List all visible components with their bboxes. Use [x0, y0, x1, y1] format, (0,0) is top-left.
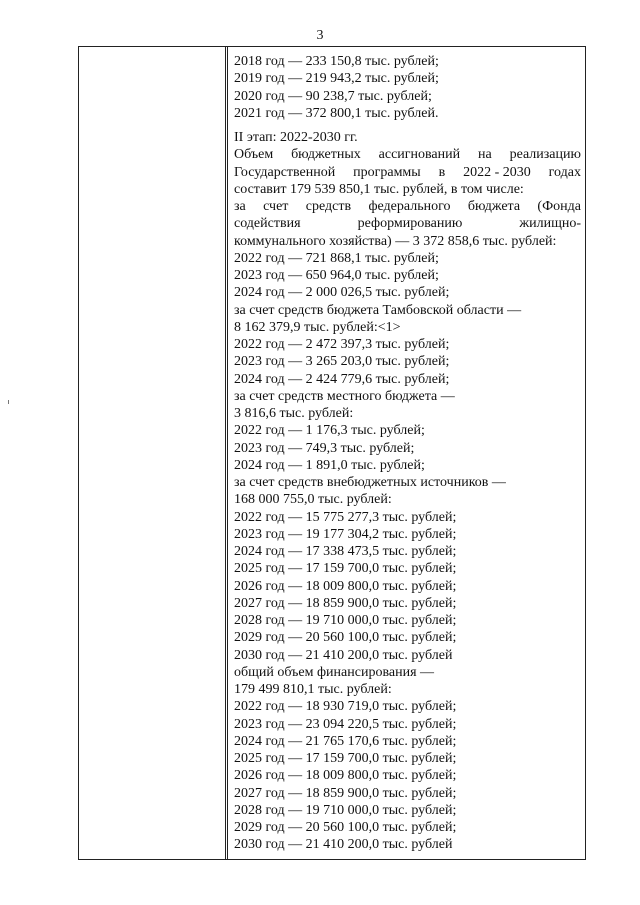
year-line: 2024 год — 17 338 473,5 тыс. рублей;	[234, 544, 457, 559]
word: средств	[305, 199, 352, 214]
word: 2022 - 2030	[463, 164, 531, 180]
left-column-cell	[79, 47, 226, 859]
intro-tail: составит 179 539 850,1 тыс. рублей, в том числе:	[234, 181, 524, 197]
year-line: 2022 год — 15 775 277,3 тыс. рублей;	[234, 509, 457, 525]
local-total: 3 816,6 тыс. рублей:	[234, 406, 354, 421]
year-line: 2023 год — 3 265 203,0 тыс. рублей;	[234, 354, 450, 370]
year-line: 2027 год — 18 859 900,0 тыс. рублей;	[234, 595, 457, 611]
word: реализацию	[509, 147, 581, 163]
margin-mark	[8, 400, 9, 404]
year-line: 2024 год — 1 891,0 тыс. рублей;	[234, 457, 425, 473]
year-line: 2029 год — 20 560 100,0 тыс. рублей;	[234, 630, 457, 646]
year-line: 2022 год — 18 930 719,0 тыс. рублей;	[234, 699, 457, 715]
year-line: 2026 год — 18 009 800,0 тыс. рублей;	[234, 578, 457, 594]
local-head: за счет средств местного бюджета —	[234, 388, 455, 404]
stage2-title: II этап: 2022-2030 гг.	[234, 130, 358, 145]
federal-head-line	[234, 215, 581, 232]
federal-tail: коммунального хозяйства) — 3 372 858,6 тыс. рублей:	[234, 233, 557, 249]
extrabudget-head: за счет средств внебюджетных источников —	[234, 475, 506, 490]
regional-total: 8 162 379,9 тыс. рублей:<1>	[234, 319, 401, 335]
year-line: 2028 год — 19 710 000,0 тыс. рублей;	[234, 613, 457, 628]
word: ассигнований	[378, 147, 461, 163]
total-sum: 179 499 810,1 тыс. рублей:	[234, 682, 392, 697]
year-line: 2024 год — 2 000 026,5 тыс. рублей;	[234, 285, 450, 301]
year-line: 2020 год — 90 238,7 тыс. рублей;	[234, 88, 432, 104]
stage1-year-list	[234, 53, 581, 122]
spacer	[234, 122, 581, 129]
year-line: 2021 год — 372 800,1 тыс. рублей.	[234, 105, 439, 121]
year-line: 2024 год — 21 765 170,6 тыс. рублей;	[234, 733, 457, 749]
word: содействия	[234, 216, 301, 232]
word: Государственной	[234, 164, 336, 180]
extrabudget-total: 168 000 755,0 тыс. рублей:	[234, 492, 392, 508]
year-line: 2022 год — 1 176,3 тыс. рублей;	[234, 423, 425, 439]
word: реформированию	[357, 216, 463, 232]
word: в	[438, 164, 446, 180]
word: бюджета	[467, 199, 521, 214]
year-line: 2022 год — 721 868,1 тыс. рублей;	[234, 250, 439, 266]
word: годах	[548, 164, 581, 180]
year-line: 2030 год — 21 410 200,0 тыс. рублей	[234, 647, 453, 663]
year-line: 2026 год — 18 009 800,0 тыс. рублей;	[234, 768, 457, 784]
word: (Фонда	[537, 199, 581, 214]
regional-head: за счет средств бюджета Тамбовской области —	[234, 302, 522, 318]
year-line: 2029 год — 20 560 100,0 тыс. рублей;	[234, 820, 457, 835]
year-line: 2023 год — 650 964,0 тыс. рублей;	[234, 268, 439, 283]
year-line: 2018 год — 233 150,8 тыс. рублей;	[234, 54, 439, 69]
year-line: 2023 год — 749,3 тыс. рублей;	[234, 440, 415, 456]
year-line: 2030 год — 21 410 200,0 тыс. рублей	[234, 837, 453, 853]
word: счет	[263, 199, 289, 214]
year-line: 2022 год — 2 472 397,3 тыс. рублей;	[234, 337, 450, 352]
word: бюджетных	[291, 147, 361, 163]
word: на	[477, 147, 492, 163]
right-column-cell	[227, 47, 585, 859]
year-line: 2025 год — 17 159 700,0 тыс. рублей;	[234, 751, 457, 766]
year-line: 2028 год — 19 710 000,0 тыс. рублей;	[234, 802, 457, 818]
word: жилищно-	[519, 216, 581, 232]
word: федерального	[368, 199, 451, 214]
year-line: 2025 год — 17 159 700,0 тыс. рублей;	[234, 561, 457, 577]
year-line: 2019 год — 219 943,2 тыс. рублей;	[234, 71, 439, 87]
page-number: 3	[316, 28, 324, 43]
year-line: 2027 год — 18 859 900,0 тыс. рублей;	[234, 785, 457, 801]
intro-line	[234, 164, 581, 181]
word: за	[234, 199, 246, 214]
year-line: 2023 год — 19 177 304,2 тыс. рублей;	[234, 526, 457, 542]
word: Объем	[234, 147, 274, 163]
total-head: общий объем финансирования —	[234, 664, 435, 680]
federal-head-line	[234, 198, 581, 215]
year-line: 2024 год — 2 424 779,6 тыс. рублей;	[234, 371, 450, 387]
year-line: 2023 год — 23 094 220,5 тыс. рублей;	[234, 716, 457, 732]
word: программы	[353, 164, 421, 180]
intro-line	[234, 146, 581, 163]
document-table	[78, 46, 586, 860]
